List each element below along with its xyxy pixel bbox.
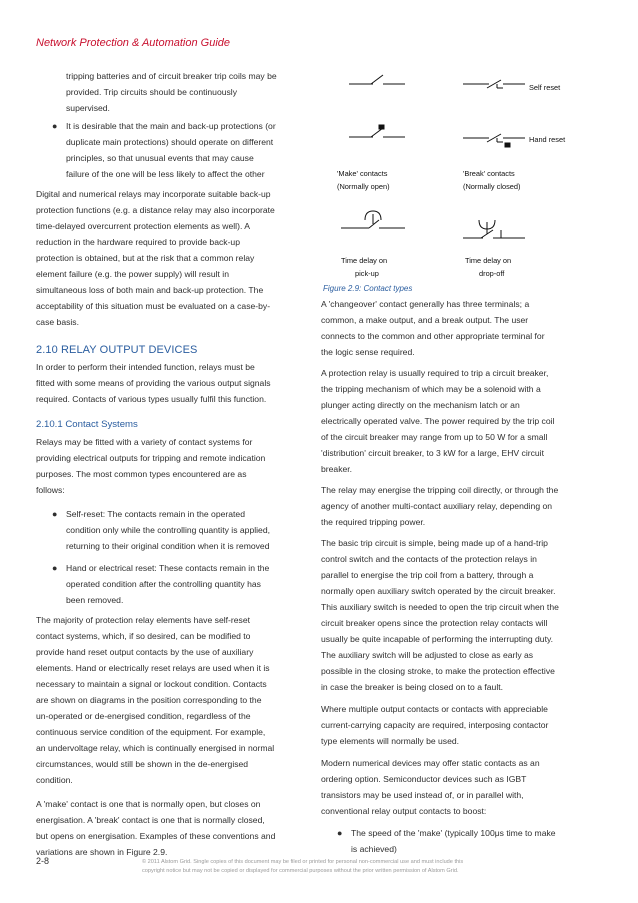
page-header-title: Network Protection & Automation Guide (36, 37, 231, 49)
text-line: Self-reset: The contacts remain in the operated (66, 509, 245, 519)
list-item (36, 118, 303, 182)
paragraph (321, 755, 586, 819)
text-line: required. Contacts of various types usually fulfil this function. (36, 394, 267, 404)
copyright-line: copyright notice but may not be copied or displayed for commercial purposes without the prior written permission of Alstom Grid. (142, 868, 459, 874)
text-line: The basic trip circuit is simple, being made up of a hand-trip (321, 538, 548, 548)
text-line: reduction in the hardware required to provide back-up (36, 237, 240, 247)
text-line: normally open auxiliary switch operated by the circuit breaker. (321, 586, 556, 596)
text-line: elements. Hand or electrically reset relays are used when it is (36, 663, 270, 673)
text-line: the logic sense required. (321, 347, 415, 357)
text-line: is achieved) (351, 844, 397, 854)
time-delay-dropoff-sublabel: drop-off (479, 269, 505, 278)
right-column (321, 296, 586, 857)
text-line: control switch and the contacts of the protection relays in (321, 554, 537, 564)
text-line: parallel to energise the trip coil from a battery, through a (321, 570, 534, 580)
text-line: condition. (36, 775, 73, 785)
text-line: agency of another multi-contact auxiliary relay, depending on (321, 501, 553, 511)
text-line: breaker. (321, 464, 353, 474)
paragraph (321, 365, 586, 477)
contact-types-figure (321, 62, 596, 284)
paragraph (321, 701, 586, 749)
list-item (36, 560, 303, 608)
text-line: an undervoltage relay, which is continually energised in normal (36, 743, 275, 753)
text-line: type elements will normally be used. (321, 736, 460, 746)
text-line: are shown on diagrams in the position corresponding to the (36, 695, 262, 705)
text-line: time-delayed overcurrent protection elements as well). A (36, 221, 250, 231)
paragraph (36, 612, 303, 788)
text-line: simultaneous loss of both main and back-up protection. The (36, 285, 264, 295)
text-line: variations are shown in Figure 2.9. (36, 847, 168, 857)
text-line: 'distribution' circuit breaker, to 3 kW for a large, EHV circuit (321, 448, 544, 458)
text-line: the tripping mechanism of which may be a solenoid with a (321, 384, 541, 394)
make-contact-hand-reset-symbol (349, 125, 405, 137)
text-line: circuit breaker opens since the protection relay contacts will (321, 618, 548, 628)
text-line: ordering option. Semiconductor devices such as IGBT (321, 774, 527, 784)
text-line: condition only while the controlling quantity is applied, (66, 525, 270, 535)
text-line: usually be quite incapable of performing the interrupting duty. (321, 634, 554, 644)
text-line: providing electrical outputs for tripping and remote indication (36, 453, 266, 463)
paragraph (321, 482, 586, 530)
text-line: protection functions (e.g. a distance relay may also incorporate (36, 205, 275, 215)
text-line: common, a make output, and a break output. The user (321, 315, 529, 325)
break-contact-self-reset-symbol (463, 80, 525, 88)
text-line: The speed of the 'make' (typically 100μs time to make (351, 828, 556, 838)
section-heading: 2.10 RELAY OUTPUT DEVICES (36, 344, 198, 356)
bullet-dot: ● (52, 509, 58, 519)
figure-caption: Figure 2.9: Contact types (323, 284, 413, 293)
text-line: case basis. (36, 317, 79, 327)
text-line: The auxiliary switch will be adjusted to close as early as (321, 650, 534, 660)
text-line: follows: (36, 485, 65, 495)
text-line: tripping batteries and of circuit breaker trip coils may be (66, 71, 277, 81)
text-line: Digital and numerical relays may incorporate suitable back-up (36, 189, 271, 199)
text-line: A 'make' contact is one that is normally open, but closes on (36, 799, 261, 809)
text-line: connects to the common and other appropriate terminal for (321, 331, 545, 341)
list-item (321, 825, 586, 857)
text-line: fitted with some means of providing the various output signals (36, 378, 271, 388)
make-contact-self-reset-symbol (349, 75, 405, 84)
text-line: provided. Trip circuits should be continuously (66, 87, 238, 97)
text-line: purposes. The most common types encountered are as (36, 469, 247, 479)
paragraph (36, 796, 303, 860)
break-contact-hand-reset-symbol (463, 134, 525, 147)
text-line: In order to perform their intended function, relays must be (36, 362, 255, 372)
text-line: necessary to maintain a signal or lockout condition. Contacts (36, 679, 267, 689)
text-line: un-operated or de-energised condition, regardless of the (36, 711, 251, 721)
text-line: current-carrying capacity are required, interposing contactor (321, 720, 549, 730)
text-line: in case the breaker is being closed on to a fault. (321, 682, 504, 692)
left-column (36, 68, 303, 860)
text-line: element failure (e.g. the power supply) will result in (36, 269, 229, 279)
subsection-heading: 2.10.1 Contact Systems (36, 419, 138, 430)
paragraph (321, 296, 586, 360)
text-line: A protection relay is usually required to trip a circuit breaker, (321, 368, 549, 378)
copyright-notice (142, 858, 562, 876)
text-line: plunger acting directly on the mechanism latch or an (321, 400, 520, 410)
text-line: The majority of protection relay elements have self-reset (36, 615, 250, 625)
time-delay-dropoff-label: Time delay on (465, 256, 512, 265)
paragraph (321, 535, 586, 695)
text-line: supervised. (66, 103, 110, 113)
text-line: Hand or electrical reset: These contacts remain in the (66, 563, 270, 573)
list-item (36, 506, 303, 554)
text-line: returning to their original condition when it is removed (66, 541, 270, 551)
text-line: provide hand reset output contacts by the use of auxiliary (36, 647, 254, 657)
bullet-dot: ● (52, 563, 58, 573)
text-line: been removed. (66, 595, 124, 605)
text-line: Where multiple output contacts or contacts with appreciable (321, 704, 548, 714)
text-line: the required tripping power. (321, 517, 426, 527)
make-contacts-label: 'Make' contacts (337, 169, 388, 178)
text-line: conventional relay output contacts to boost: (321, 806, 487, 816)
text-line: Modern numerical devices may offer static contacts as an (321, 758, 540, 768)
text-line: but opens on energisation. Examples of these conventions and (36, 831, 276, 841)
text-line: operated condition after the controlling quantity has (66, 579, 261, 589)
text-line: acceptability of this situation must be evaluated on a case-by- (36, 301, 271, 311)
time-delay-pickup-symbol (341, 211, 405, 228)
text-line: Relays may be fitted with a variety of contact systems for (36, 437, 253, 447)
text-line: electrically operated valve. The power required by the trip coil (321, 416, 555, 426)
time-delay-pickup-label: Time delay on (341, 256, 388, 265)
break-contacts-label: 'Break' contacts (463, 169, 515, 178)
text-line: duplicate main protections) should operate on different (66, 137, 274, 147)
paragraph (36, 186, 303, 330)
bullet-dot: ● (52, 121, 58, 131)
text-line: It is desirable that the main and back-up protections (or (66, 121, 276, 131)
text-line: The relay may energise the tripping coil directly, or through the (321, 485, 559, 495)
text-line: protection is obtained, but at the risk that a common relay (36, 253, 255, 263)
bullet-continuation (66, 68, 303, 116)
text-line: continuous service condition of the equipment. For example, (36, 727, 266, 737)
text-line: of the circuit breaker may range from up to 50 W for a small (321, 432, 548, 442)
self-reset-label: Self reset (529, 83, 561, 92)
text-line: transistors may be used instead of, or in parallel with, (321, 790, 524, 800)
text-line: possible in the closing stroke, to make the protection effective (321, 666, 555, 676)
text-line: circumstances, would still be shown in the de-energised (36, 759, 249, 769)
break-contacts-sublabel: (Normally closed) (463, 182, 521, 191)
hand-reset-label: Hand reset (529, 135, 566, 144)
time-delay-pickup-sublabel: pick-up (355, 269, 379, 278)
text-line: energisation. A 'break' contact is one that is normally closed, (36, 815, 265, 825)
paragraph (36, 359, 303, 407)
text-line: failure of the one will be less likely to affect the other (66, 169, 265, 179)
text-line: contact systems, which, if so desired, can be modified to (36, 631, 251, 641)
text-line: principles, so that unusual events that may cause (66, 153, 254, 163)
paragraph (36, 434, 303, 498)
text-line: This auxiliary switch is needed to open the trip circuit when the (321, 602, 559, 612)
text-line: A 'changeover' contact generally has three terminals; a (321, 299, 530, 309)
make-contacts-sublabel: (Normally open) (337, 182, 390, 191)
time-delay-dropoff-symbol (463, 220, 525, 238)
copyright-line: © 2011 Alstom Grid. Single copies of this document may be filed or printed for personal non-commercial use and must include this (142, 859, 464, 865)
bullet-dot: ● (337, 828, 343, 838)
page-number: 2-8 (36, 856, 50, 866)
